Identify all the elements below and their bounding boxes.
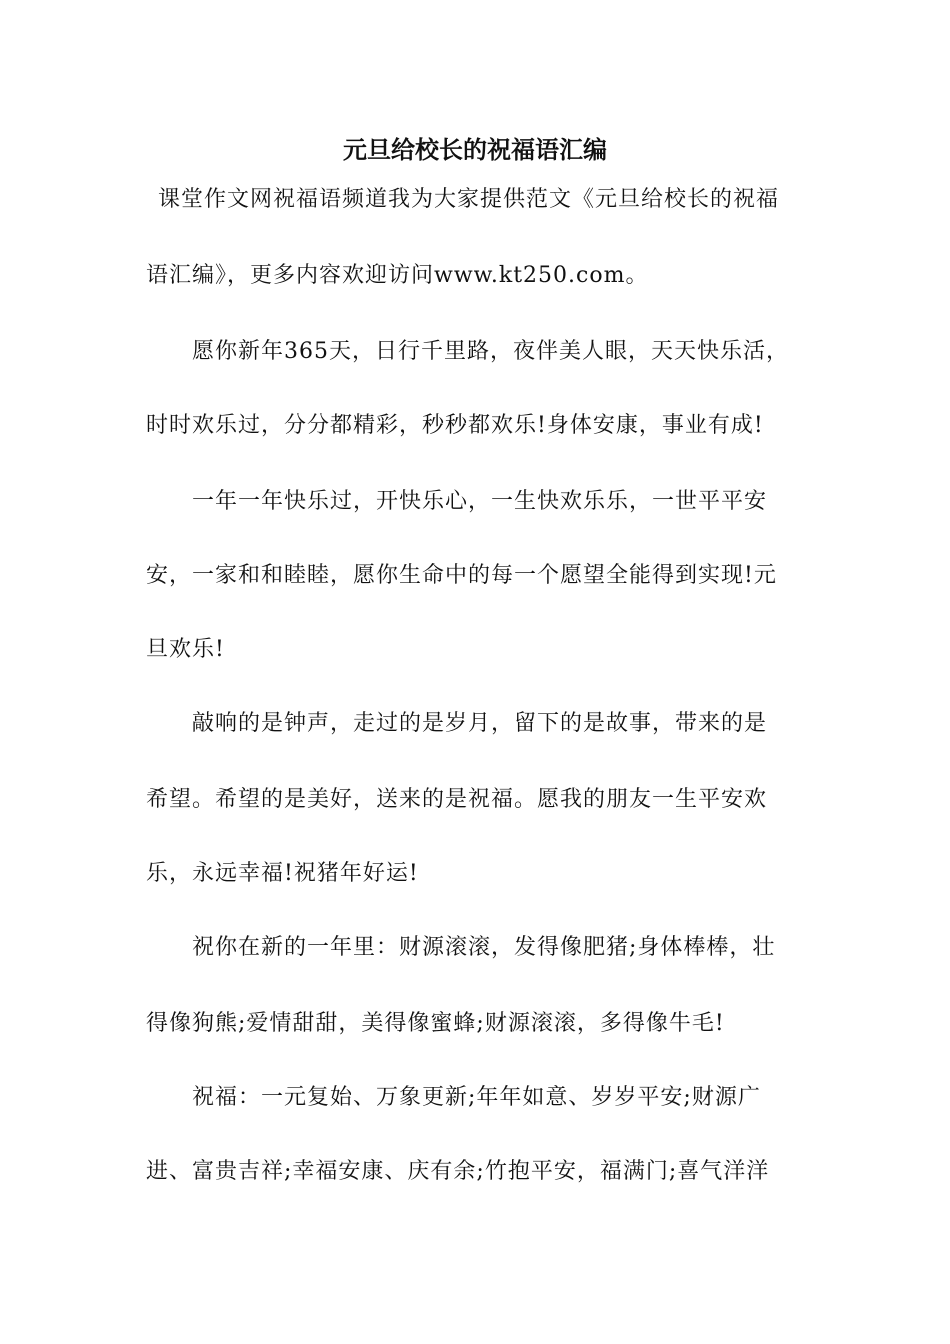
paragraph-line: 希望。希望的是美好，送来的是祝福。愿我的朋友一生平安欢 bbox=[146, 787, 768, 812]
paragraph-line: 课堂作文网祝福语频道我为大家提供范文《元旦给校长的祝福 bbox=[158, 187, 780, 212]
paragraph-line: 祝你在新的一年里：财源滚滚，发得像肥猪;身体棒棒，壮 bbox=[192, 935, 776, 960]
paragraph-line: 敲响的是钟声，走过的是岁月，留下的是故事，带来的是 bbox=[192, 711, 768, 736]
paragraph-line: 愿你新年365天，日行千里路，夜伴美人眼，天天快乐活， bbox=[192, 339, 789, 364]
paragraph-line: 一年一年快乐过，开快乐心，一生快欢乐乐，一世平平安 bbox=[192, 489, 768, 514]
paragraph-line: 乐，永远幸福!祝猪年好运! bbox=[146, 861, 419, 886]
document-title: 元旦给校长的祝福语汇编 bbox=[343, 136, 607, 164]
paragraph-line: 安，一家和和睦睦，愿你生命中的每一个愿望全能得到实现!元 bbox=[146, 563, 777, 588]
paragraph-line: 语汇编》，更多内容欢迎访问www.kt250.com。 bbox=[146, 263, 649, 288]
paragraph-line: 祝福：一元复始、万象更新;年年如意、岁岁平安;财源广 bbox=[192, 1085, 761, 1110]
paragraph-line: 进、富贵吉祥;幸福安康、庆有余;竹抱平安，福满门;喜气洋洋 bbox=[146, 1159, 770, 1184]
paragraph-line: 得像狗熊;爱情甜甜，美得像蜜蜂;财源滚滚，多得像牛毛! bbox=[146, 1011, 725, 1036]
paragraph-line: 时时欢乐过，分分都精彩，秒秒都欢乐!身体安康，事业有成! bbox=[146, 413, 764, 438]
paragraph-line: 旦欢乐! bbox=[146, 637, 225, 662]
